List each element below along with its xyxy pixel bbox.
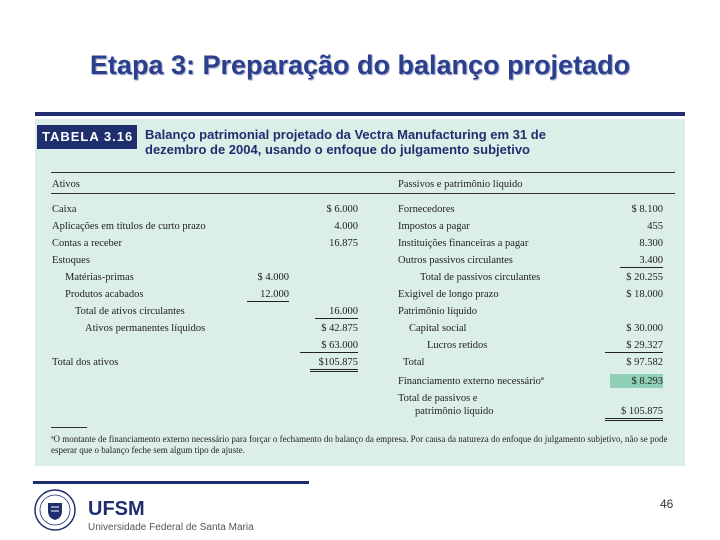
assets-total-current-label: Total de ativos circulantes — [75, 306, 185, 317]
liab-external-value: $ 8.293 — [631, 376, 663, 387]
liab-longterm-label: Exigível de longo prazo — [398, 289, 499, 300]
footnote-rule — [51, 427, 87, 428]
assets-raw-label: Matérias-primas — [65, 272, 134, 283]
liab-grand-value: $ 105.875 — [605, 405, 663, 421]
liab-equity-label: Patrimônio líquido — [398, 306, 478, 317]
assets-inventory-label: Estoques — [52, 255, 90, 266]
title-divider — [35, 112, 685, 116]
slide-title: Etapa 3: Preparação do balanço projetado — [89, 50, 631, 80]
table-footnote: ªO montante de financiamento externo necessário para forçar o fechamento do balanço da empresa. Por causa da natureza do enfoque do julgamento subjetivo, não se pode esperar que o balanço feche sem algum tipo de ajuste. — [51, 434, 668, 455]
assets-fixed-label: Ativos permanentes líquidos — [85, 323, 206, 334]
liab-notes-value: 8.300 — [639, 238, 663, 249]
header-top-rule — [51, 172, 675, 173]
liab-grand-label-1: Total de passivos e — [398, 393, 478, 404]
liab-longterm-value: $ 18.000 — [626, 289, 663, 300]
assets-inventory-total: 16.000 — [315, 305, 358, 319]
liab-capital-label: Capital social — [409, 323, 467, 334]
liabilities-header: Passivos e patrimônio líquido — [398, 179, 523, 190]
assets-receivables-label: Contas a receber — [52, 238, 122, 249]
assets-header: Ativos — [52, 179, 81, 190]
liab-capital-value: $ 30.000 — [626, 323, 663, 334]
liab-total-current-value: $ 20.255 — [626, 272, 663, 283]
assets-raw-value: $ 4.000 — [257, 272, 289, 283]
liab-payables-value: $ 8.100 — [631, 204, 663, 215]
assets-total-label: Total dos ativos — [52, 357, 119, 368]
table-tag: TABELA 3.16 — [37, 125, 137, 149]
table-title — [145, 127, 675, 157]
assets-fixed-value: $ 63.000 — [300, 339, 358, 353]
logo-divider — [33, 481, 309, 484]
liab-total-current-label: Total de passivos circulantes — [420, 272, 541, 283]
liab-retained-value: $ 29.327 — [605, 339, 663, 353]
liab-notes-label: Instituições financeiras a pagar — [398, 238, 529, 249]
table-title-line2: dezembro de 2004, usando o enfoque do julgamento subjetivo — [145, 142, 530, 157]
assets-cash-label: Caixa — [52, 204, 77, 215]
assets-securities-value: 4.000 — [334, 221, 358, 232]
header-bottom-rule — [51, 193, 675, 194]
assets-finished-value: 12.000 — [247, 288, 289, 302]
liab-retained-label: Lucros retidos — [427, 340, 488, 351]
liab-other-value: 3.400 — [620, 254, 663, 268]
liab-taxes-label: Impostos a pagar — [398, 221, 470, 232]
liab-grand-label-2: patrimônio líquido — [415, 406, 494, 417]
liab-total-label: Total — [403, 357, 425, 368]
liab-payables-label: Fornecedores — [398, 204, 455, 215]
assets-cash-value: $ 6.000 — [326, 204, 358, 215]
ufsm-logo-subtitle: Universidade Federal de Santa Maria — [88, 522, 254, 533]
assets-total-value: $105.875 — [310, 356, 358, 372]
ufsm-logo-text: UFSM — [88, 498, 145, 520]
liab-other-label: Outros passivos circulantes — [398, 255, 513, 266]
assets-receivables-value: 16.875 — [329, 238, 358, 249]
page-number: 46 — [660, 497, 674, 511]
ufsm-seal-icon — [34, 489, 76, 531]
liab-taxes-value: 455 — [647, 221, 663, 232]
table-title-line1: Balanço patrimonial projetado da Vectra Manufacturing em 31 de — [145, 127, 546, 142]
assets-securities-label: Aplicações em títulos de curto prazo — [52, 221, 206, 232]
assets-finished-label: Produtos acabados — [65, 289, 144, 300]
balance-sheet-table — [35, 119, 685, 466]
assets-total-current-value: $ 42.875 — [321, 323, 358, 334]
liab-external-label: Financiamento externo necessárioª — [398, 376, 544, 387]
liab-total-value: $ 97.582 — [626, 357, 663, 368]
